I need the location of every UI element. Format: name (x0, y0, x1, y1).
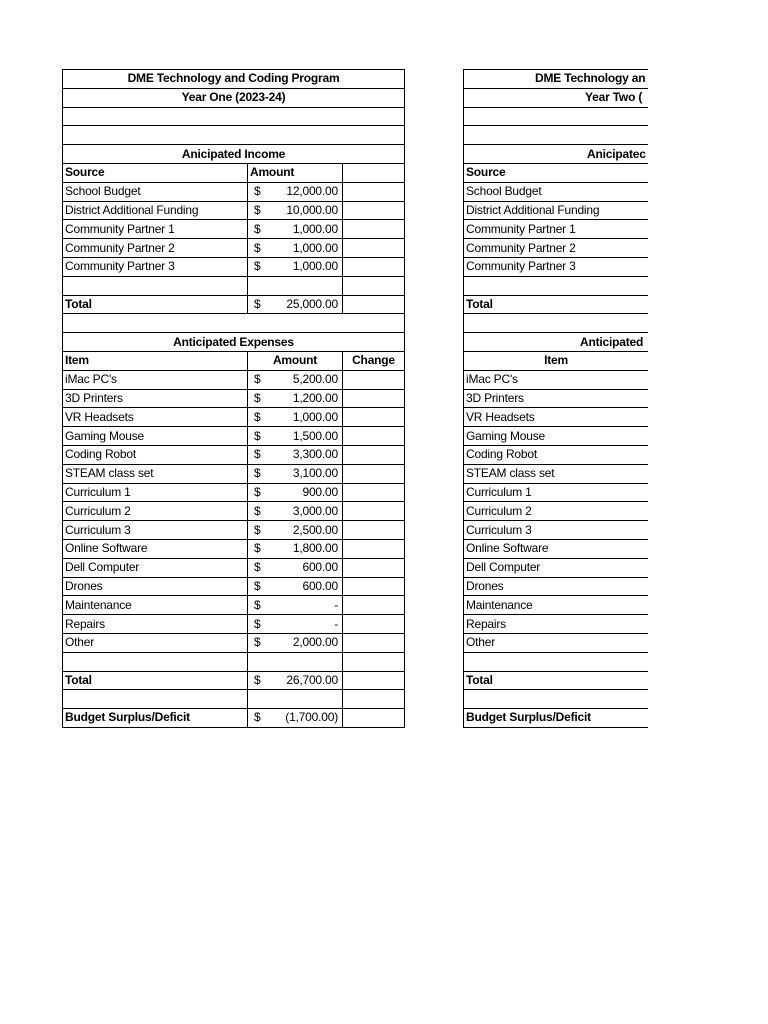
income-amount-cell (248, 257, 343, 276)
blank-cell (343, 239, 405, 258)
expense-amount-cell (248, 427, 343, 446)
currency-symbol: $ (254, 409, 261, 424)
expense-label: Curriculum 1 (63, 483, 248, 502)
currency-symbol: $ (254, 616, 261, 631)
income-total-label: Total (63, 295, 248, 314)
blank-cell (343, 633, 405, 652)
expense-amount: 3,000.00 (292, 503, 338, 518)
expense-row (63, 370, 405, 389)
expenses-heading: Anticipated Expenses (63, 333, 405, 352)
blank-cell (343, 521, 405, 540)
currency-symbol: $ (254, 466, 261, 481)
blank-cell (343, 408, 405, 427)
expense-row (464, 464, 649, 483)
expense-amount: 1,500.00 (292, 428, 338, 443)
program-title: DME Technology and Coding Program (63, 70, 405, 89)
year-two-clip-region (463, 69, 648, 749)
expense-rows (63, 370, 405, 652)
expense-row (464, 521, 649, 540)
expense-row (63, 539, 405, 558)
currency-symbol: $ (254, 202, 261, 217)
blank-row (464, 107, 649, 126)
item-column-header: Item (464, 351, 649, 370)
expense-label: Maintenance (63, 596, 248, 615)
expense-amount-cell (248, 633, 343, 652)
income-amount: 1,000.00 (292, 221, 338, 236)
blank-cell (343, 615, 405, 634)
expense-row (464, 389, 649, 408)
income-row (63, 201, 405, 220)
expense-amount: 3,300.00 (292, 447, 338, 462)
expense-amount: 3,100.00 (292, 466, 338, 481)
blank-cell (343, 445, 405, 464)
currency-symbol: $ (254, 428, 261, 443)
currency-symbol: $ (254, 484, 261, 499)
income-amount-cell (248, 201, 343, 220)
expense-row (63, 577, 405, 596)
blank-row (63, 652, 405, 671)
expense-row (464, 558, 649, 577)
expense-amount: 1,200.00 (292, 390, 338, 405)
expense-row (63, 521, 405, 540)
expense-row (63, 464, 405, 483)
expense-label: 3D Printers (63, 389, 248, 408)
blank-cell (464, 276, 649, 295)
income-row (464, 257, 649, 276)
income-label: School Budget (63, 182, 248, 201)
expense-label: VR Headsets (464, 408, 649, 427)
currency-symbol: $ (254, 672, 261, 687)
income-label: Community Partner 3 (63, 257, 248, 276)
program-title: DME Technology an (464, 70, 649, 89)
expenses-header-row (63, 351, 405, 370)
expense-row (63, 558, 405, 577)
expense-amount: 2,000.00 (292, 635, 338, 650)
expense-amount: - (334, 597, 338, 612)
blank-row (464, 652, 649, 671)
expenses-total-label: Total (63, 671, 248, 690)
currency-symbol: $ (254, 390, 261, 405)
surplus-amount-cell (248, 709, 343, 728)
blank-cell (343, 182, 405, 201)
currency-symbol: $ (254, 372, 261, 387)
expense-amount: 1,000.00 (292, 409, 338, 424)
income-header-row (464, 163, 649, 182)
expense-amount-cell (248, 389, 343, 408)
income-heading-row (464, 145, 649, 164)
income-total-amount-cell (248, 295, 343, 314)
blank-cell (343, 539, 405, 558)
income-total-amount: 25,000.00 (286, 296, 338, 311)
expense-row (63, 633, 405, 652)
item-column-header: Item (63, 351, 248, 370)
income-row (464, 201, 649, 220)
expense-rows (464, 370, 649, 652)
expense-label: Drones (63, 577, 248, 596)
currency-symbol: $ (254, 447, 261, 462)
blank-cell (343, 276, 405, 295)
blank-row (464, 276, 649, 295)
expense-amount-cell (248, 615, 343, 634)
income-label: Community Partner 2 (63, 239, 248, 258)
expense-label: Dell Computer (464, 558, 649, 577)
blank-cell (343, 163, 405, 182)
expense-label: Gaming Mouse (464, 427, 649, 446)
expense-row (464, 370, 649, 389)
expense-row (464, 427, 649, 446)
surplus-row (63, 709, 405, 728)
surplus-amount: (1,700.00) (285, 710, 338, 725)
blank-cell (464, 652, 649, 671)
expense-label: Curriculum 3 (464, 521, 649, 540)
expense-label: Repairs (464, 615, 649, 634)
year-one-budget-table (62, 69, 405, 728)
income-heading: Anicipated Income (63, 145, 405, 164)
currency-symbol: $ (254, 184, 261, 199)
expense-label: STEAM class set (63, 464, 248, 483)
blank-cell (343, 389, 405, 408)
change-column-header: Change (343, 351, 405, 370)
expense-label: Online Software (464, 539, 649, 558)
blank-cell (343, 201, 405, 220)
expense-row (63, 502, 405, 521)
income-label: Community Partner 3 (464, 257, 649, 276)
income-row (464, 220, 649, 239)
subtitle-row (464, 88, 649, 107)
income-label: District Additional Funding (63, 201, 248, 220)
blank-cell (343, 558, 405, 577)
income-label: Community Partner 1 (63, 220, 248, 239)
expense-row (464, 539, 649, 558)
blank-cell (63, 276, 248, 295)
expenses-total-amount: 26,700.00 (286, 672, 338, 687)
income-header-row (63, 163, 405, 182)
year-two-budget-table (463, 69, 648, 728)
blank-cell (343, 464, 405, 483)
expense-amount-cell (248, 577, 343, 596)
blank-row (63, 314, 405, 333)
expenses-heading-row (464, 333, 649, 352)
blank-cell (464, 314, 649, 333)
expenses-total-label: Total (464, 671, 649, 690)
expense-label: Other (63, 633, 248, 652)
blank-cell (343, 596, 405, 615)
blank-cell (248, 276, 343, 295)
expense-row (63, 483, 405, 502)
expense-amount-cell (248, 370, 343, 389)
expense-label: Curriculum 1 (464, 483, 649, 502)
currency-symbol: $ (254, 259, 261, 274)
blank-cell (343, 295, 405, 314)
expense-label: Gaming Mouse (63, 427, 248, 446)
income-heading-row (63, 145, 405, 164)
blank-cell (63, 690, 248, 709)
expense-amount: 5,200.00 (292, 372, 338, 387)
expense-row (63, 408, 405, 427)
expense-row (464, 445, 649, 464)
expense-amount: 600.00 (302, 578, 338, 593)
income-heading: Anicipatec (464, 145, 649, 164)
blank-cell (343, 709, 405, 728)
expense-label: Other (464, 633, 649, 652)
source-column-header: Source (464, 163, 649, 182)
income-amount-cell (248, 182, 343, 201)
expenses-heading-row (63, 333, 405, 352)
income-label: District Additional Funding (464, 201, 649, 220)
expense-amount-cell (248, 596, 343, 615)
income-amount-cell (248, 239, 343, 258)
blank-cell (343, 257, 405, 276)
expense-row (464, 483, 649, 502)
expense-row (464, 408, 649, 427)
blank-row (464, 690, 649, 709)
blank-row (63, 690, 405, 709)
currency-symbol: $ (254, 597, 261, 612)
expense-amount-cell (248, 483, 343, 502)
expense-row (464, 596, 649, 615)
surplus-label: Budget Surplus/Deficit (464, 709, 649, 728)
income-total-label: Total (464, 295, 649, 314)
expense-label: 3D Printers (464, 389, 649, 408)
blank-cell (343, 502, 405, 521)
income-amount: 10,000.00 (286, 202, 338, 217)
expense-label: Dell Computer (63, 558, 248, 577)
expense-amount-cell (248, 539, 343, 558)
blank-cell (343, 483, 405, 502)
expense-row (63, 596, 405, 615)
expense-amount: - (334, 616, 338, 631)
expense-label: Curriculum 2 (63, 502, 248, 521)
expense-amount: 600.00 (302, 560, 338, 575)
blank-row (63, 107, 405, 126)
blank-cell (343, 652, 405, 671)
blank-cell (464, 107, 649, 126)
currency-symbol: $ (254, 710, 261, 725)
expenses-header-row (464, 351, 649, 370)
expense-amount: 1,800.00 (292, 541, 338, 556)
amount-column-header: Amount (248, 163, 343, 182)
blank-row (464, 314, 649, 333)
amount-column-header: Amount (248, 351, 343, 370)
expense-row (63, 445, 405, 464)
expense-label: Maintenance (464, 596, 649, 615)
expense-amount-cell (248, 464, 343, 483)
blank-cell (464, 126, 649, 145)
expense-row (63, 615, 405, 634)
expense-row (464, 577, 649, 596)
income-total-row (63, 295, 405, 314)
expense-label: Curriculum 2 (464, 502, 649, 521)
title-row (464, 70, 649, 89)
expense-amount-cell (248, 521, 343, 540)
blank-cell (343, 220, 405, 239)
blank-cell (248, 652, 343, 671)
source-column-header: Source (63, 163, 248, 182)
expense-label: Coding Robot (63, 445, 248, 464)
subtitle-row (63, 88, 405, 107)
surplus-row (464, 709, 649, 728)
blank-cell (63, 314, 405, 333)
currency-symbol: $ (254, 522, 261, 537)
blank-cell (343, 577, 405, 596)
blank-cell (343, 370, 405, 389)
year-subtitle: Year One (2023-24) (63, 88, 405, 107)
blank-cell (343, 671, 405, 690)
expenses-heading: Anticipated (464, 333, 649, 352)
currency-symbol: $ (254, 296, 261, 311)
expense-label: Curriculum 3 (63, 521, 248, 540)
expense-label: STEAM class set (464, 464, 649, 483)
expenses-total-row (464, 671, 649, 690)
expenses-total-row (63, 671, 405, 690)
currency-symbol: $ (254, 541, 261, 556)
expense-row (464, 615, 649, 634)
expense-row (464, 633, 649, 652)
currency-symbol: $ (254, 240, 261, 255)
expense-label: Repairs (63, 615, 248, 634)
income-label: Community Partner 2 (464, 239, 649, 258)
income-label: School Budget (464, 182, 649, 201)
blank-cell (343, 427, 405, 446)
blank-cell (63, 126, 405, 145)
expense-amount-cell (248, 502, 343, 521)
expense-label: iMac PC's (63, 370, 248, 389)
income-row (464, 239, 649, 258)
blank-row (63, 126, 405, 145)
currency-symbol: $ (254, 560, 261, 575)
currency-symbol: $ (254, 503, 261, 518)
currency-symbol: $ (254, 578, 261, 593)
income-row (464, 182, 649, 201)
income-total-row (464, 295, 649, 314)
title-row (63, 70, 405, 89)
expenses-total-amount-cell (248, 671, 343, 690)
expense-amount: 2,500.00 (292, 522, 338, 537)
income-rows (464, 182, 649, 276)
expense-label: VR Headsets (63, 408, 248, 427)
blank-row (464, 126, 649, 145)
blank-cell (464, 690, 649, 709)
expense-label: Drones (464, 577, 649, 596)
income-amount: 1,000.00 (292, 240, 338, 255)
expense-label: Online Software (63, 539, 248, 558)
expense-row (63, 389, 405, 408)
income-row (63, 182, 405, 201)
income-row (63, 257, 405, 276)
income-label: Community Partner 1 (464, 220, 649, 239)
income-row (63, 220, 405, 239)
expense-label: Coding Robot (464, 445, 649, 464)
income-row (63, 239, 405, 258)
blank-cell (343, 690, 405, 709)
expense-amount-cell (248, 408, 343, 427)
blank-cell (63, 652, 248, 671)
surplus-label: Budget Surplus/Deficit (63, 709, 248, 728)
currency-symbol: $ (254, 221, 261, 236)
expense-label: iMac PC's (464, 370, 649, 389)
year-subtitle: Year Two ( (464, 88, 649, 107)
currency-symbol: $ (254, 635, 261, 650)
income-amount: 1,000.00 (292, 259, 338, 274)
expense-amount: 900.00 (302, 484, 338, 499)
expense-amount-cell (248, 558, 343, 577)
income-amount-cell (248, 220, 343, 239)
expense-amount-cell (248, 445, 343, 464)
blank-cell (63, 107, 405, 126)
income-amount: 12,000.00 (286, 184, 338, 199)
expense-row (63, 427, 405, 446)
blank-row (63, 276, 405, 295)
blank-cell (248, 690, 343, 709)
expense-row (464, 502, 649, 521)
income-rows (63, 182, 405, 276)
